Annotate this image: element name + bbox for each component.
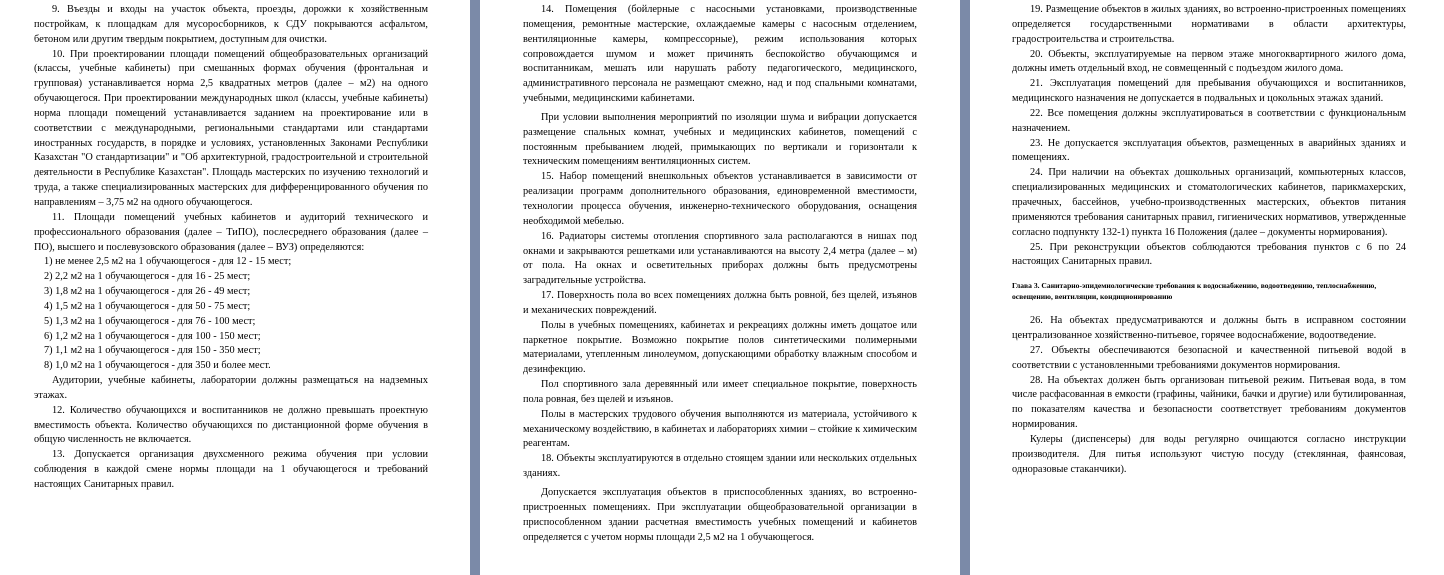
paragraph-floors: Полы в учебных помещениях, кабинетах и рекреациях должны иметь дощатое или паркетное покрытие. Возможно покрытие полов синтетическими полимерными материалами, утепленным линолеумом, допускающими обработку влажным способом и дезинфекцию. <box>523 319 917 376</box>
paragraph-28: 28. На объектах должен быть организован питьевой режим. Питьевая вода, в том числе расфасованная в емкости (графины, чайники, бачки и другие) или бутилированная, по показателям качества и безопасности соответствует требованиям документов нормирования. <box>1012 374 1406 431</box>
paragraph-coolers: Кулеры (диспенсеры) для воды регулярно очищаются согласно инструкции производителя. Для питья используют чистую посуду (стеклянная, фаянсовая, одноразовые стаканчики). <box>1012 433 1406 475</box>
paragraph-13: 13. Допускается организация двухсменного режима обучения при условии соблюдения в каждой смене нормы площади на 1 обучающегося и требований настоящих Санитарных правил. <box>34 449 428 490</box>
paragraph-noise-isolation: При условии выполнения мероприятий по изоляции шума и вибрации допускается размещение спальных комнат, учебных и медицинских кабинетов, помещений с постоянным пребыванием людей, примыкающих по вертикали и горизонтали к техническим помещениям вентиляционных систем. <box>523 111 917 168</box>
paragraph-17: 17. Поверхность пола во всех помещениях должна быть ровной, без щелей, изъянов и механических повреждений. <box>523 290 917 316</box>
paragraph-20: 20. Объекты, эксплуатируемые на первом этаже многоквартирного жилого дома, должны иметь отдельный вход, не совмещенный с подъездом жилого дома. <box>1012 48 1406 75</box>
paragraph-11: 11. Площади помещений учебных кабинетов и аудиторий технического и профессионального образования (далее – ТиПО), послесреднего образования (далее – ПО), высшего и послевузовского образования (далее – ВУЗ) определяются: <box>34 211 428 253</box>
paragraph-adapted-buildings: Допускается эксплуатация объектов в приспособленных зданиях, во встроенно-пристроенных помещениях. При эксплуатации общеобразовательной организации в приспособленном здании расчетная вместимость учебных помещений и кабинетов определяется с учетом нормы площади 2,5 м2 на 1 обучающегося. <box>523 487 917 543</box>
paragraph-sport-floor: Пол спортивного зала деревянный или имеет специальное покрытие, поверхность пола ровная, без щелей и изъянов. <box>523 379 917 405</box>
page-1-text <box>34 3 428 493</box>
paragraph-15: 15. Набор помещений внешкольных объектов устанавливается в зависимости от реализации программ дополнительного образования, единовременной вместимости, технологии процесса обучения, инженерно-технического оборудования, оснащения необходимой мебелью. <box>523 171 917 227</box>
page-gutter-1 <box>470 0 480 575</box>
list-item: 8) 1,0 м2 на 1 обучающегося - для 350 и более мест. <box>44 360 271 372</box>
paragraph-25: 25. При реконструкции объектов соблюдаются требования пунктов с 6 по 24 настоящих Санитарных правил. <box>1012 241 1406 268</box>
paragraph-27: 27. Объекты обеспечиваются безопасной и качественной питьевой водой в соответствии с установленными требованиями документов нормирования. <box>1012 344 1406 371</box>
paragraph-workshop-floors: Полы в мастерских трудового обучения выполняются из материала, устойчивого к механическому воздействию, в кабинетах и лабораториях химии – стойкие к химическим реагентам. <box>523 408 917 450</box>
page-gutter-2 <box>960 0 970 575</box>
document-page-3 <box>970 0 1444 575</box>
paragraph-14: 14. Помещения (бойлерные с насосными установками, производственные помещения, ремонтные мастерские, охлаждаемые камеры с насосным отделением, вентиляционные камеры, компрессорные), режим использования которых сопровождается шумом и может причинять беспокойство обучающимся и воспитанникам, мешать или нарушать работу педагогического, медицинского, административного персонала не размещают смежно, над и под спальными комнатами, учебными, медицинскими кабинетами. <box>523 4 917 105</box>
list-item: 3) 1,8 м2 на 1 обучающегося - для 26 - 49 мест; <box>44 286 251 298</box>
list-item: 1) не менее 2,5 м2 на 1 обучающегося - для 12 - 15 мест; <box>44 256 292 268</box>
paragraph-18: 18. Объекты эксплуатируются в отдельно стоящем здании или нескольких отдельных зданиях. <box>523 453 917 480</box>
list-item: 6) 1,2 м2 на 1 обучающегося - для 100 - 150 мест; <box>44 330 261 342</box>
paragraph-21: 21. Эксплуатация помещений для пребывания обучающихся и воспитанников, медицинского назначения не допускается в подвальных и цокольных этажах зданий. <box>1012 78 1406 105</box>
paragraph-10: 10. При проектировании площади помещений общеобразовательных организаций (классы, учебные кабинеты) при смешанных формах обучения (фронтальная и групповая) устанавливается норма 2,5 квадратных метров (далее – м2) на одного обучающегося. При проектировании международных школ (классы, учебные кабинеты) норма площади помещений устанавливается заданием на проектирование или в соответствии с международными, региональными стандартами или стандартами иностранных государств, в порядке и условиях, установленных Законами Республики Казахстан "О стандартизации" и "Об архитектурной, градостроительной и строительной деятельности в Республике Казахстан". Площадь мастерских по изучению технологий и труда, а также специализированных мастерских для дифференцированного обучения по направлениям – 3,75 м2 на одного обучающегося. <box>34 48 428 208</box>
paragraph-24: 24. При наличии на объектах дошкольных организаций, компьютерных классов, специализированных медицинских и стоматологических кабинетов, парикмахерских, прачечных, бассейнов, учебно-производственных мастерских, объектов питания применяются требования санитарных правил, гигиенических нормативов, утвержденные согласно подпункту 132-1) пункта 16 Положения (далее – документы нормирования). <box>1012 167 1406 238</box>
page-2-text <box>523 3 917 545</box>
list-item: 5) 1,3 м2 на 1 обучающегося - для 76 - 100 мест; <box>44 315 256 327</box>
document-page-1 <box>0 0 470 575</box>
paragraph-26: 26. На объектах предусматриваются и должны быть в исправном состоянии централизованное хозяйственно-питьевое, горячее водоснабжение, водоотведение. <box>1012 315 1406 342</box>
list-item: 2) 2,2 м2 на 1 обучающегося - для 16 - 25 мест; <box>44 271 251 283</box>
paragraph-12: 12. Количество обучающихся и воспитанников не должно превышать проектную вместимость объекта. Количество обучающихся по дистанционной форме обучения в общую численность не включается. <box>34 404 428 446</box>
paragraph-9: 9. Въезды и входы на участок объекта, проезды, дорожки к хозяйственным постройкам, к площадкам для мусоросборников, к СДУ покрываются асфальтом, бетоном или другим твердым покрытием, доступным для очистки. <box>34 4 428 45</box>
paragraph-19: 19. Размещение объектов в жилых зданиях, во встроенно-пристроенных помещениях определяется государственными нормативами в области архитектуры, градостроительства и строительства. <box>1012 4 1406 45</box>
paragraph-22: 22. Все помещения должны эксплуатироваться в соответствии с функциональным назначением. <box>1012 107 1406 134</box>
list-item: 4) 1,5 м2 на 1 обучающегося - для 50 - 75 мест; <box>44 300 251 312</box>
paragraph-23: 23. Не допускается эксплуатация объектов, размещенных в аварийных зданиях и помещениях. <box>1012 137 1406 164</box>
page-3-text <box>1012 3 1406 477</box>
paragraph-16: 16. Радиаторы системы отопления спортивного зала располагаются в нишах под окнами и закрываются решетками или устанавливаются на высоту 2,4 метра (далее – м) от пола. На окнах и осветительных приборах должны быть предусмотрены заградительные устройства. <box>523 230 917 287</box>
document-page-2 <box>480 0 960 575</box>
list-item: 7) 1,1 м2 на 1 обучающегося - для 150 - 350 мест; <box>44 345 261 357</box>
paragraph-auditoriums: Аудитории, учебные кабинеты, лаборатории должны размещаться на надземных этажах. <box>34 375 428 401</box>
chapter-heading: Глава 3. Санитарно-эпидемиологические требования к водоснабжению, водоотведению, теплоснабжению, освещению, вентиляции, кондиционированию <box>1012 281 1377 302</box>
